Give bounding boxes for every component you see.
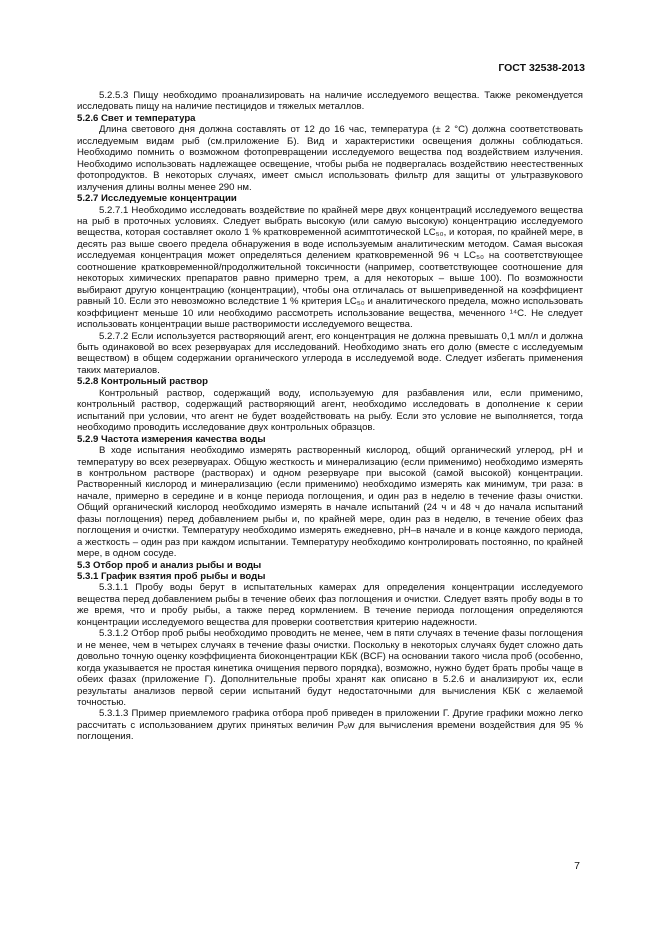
paragraph-5-3-1-2: 5.3.1.2 Отбор проб рыбы необходимо проводить не менее, чем в пяти случаях в течение фазы поглощения и не менее, чем в четырех случаях в течение фазы очистки. Поскольку в некоторых случаях будет сложно дать довольно точную оценку коэффициента биоконцентрации КБК (BCF) на основании такого числа проб (особенно, когда указывается не простая кинетика очищения первого порядка), возможно, нужно будет брать пробы чаще в обеих фазах (приложение Г). Дополнительные пробы хранят как описано в 5.2.6 и анализируют их, если результаты анализов первой серии испытаний будут недостаточными для вычисления КБК с желаемой точностью. xyxy=(77,628,583,709)
paragraph-5-2-7-1: 5.2.7.1 Необходимо исследовать воздействие по крайней мере двух концентраций исследуемого вещества на рыб в проточных условиях. Следует выбрать высокую (или самую высокую) концентрацию исследуемого вещества, которая составляет около 1 % кратковременной асимптотической LC₅₀, и которая, по крайней мере, в десять раз выше своего предела обнаружения в воде используемым аналитическим методом. Самая высокая исследуемая концентрация может определяться делением кратковременной 96 ч LC₅₀ на соответствующее соотношение кратковременной/продолжительной токсичности (например, соответствующее соотношение для некоторых химических препаратов равно примерно трем, а для некоторых – выше 100). По возможности выбирают другую концентрацию (концентрации), чтобы она отличалась от вышеприведенной на коэффициент равный 10. Если это невозможно вследствие 1 % критерия LC₅₀ и аналитического предела, можно использовать коэффициент меньше 10 или необходимо рассмотреть использование вещества, меченного ¹⁴С. Не следует использовать концентрации выше растворимости исследуемого вещества. xyxy=(77,204,583,331)
heading-5-3: 5.3 Отбор проб и анализ рыбы и воды xyxy=(77,559,262,571)
document-code: ГОСТ 32538-2013 xyxy=(498,62,585,74)
heading-5-2-6: 5.2.6 Свет и температура xyxy=(77,112,196,124)
heading-5-2-8: 5.2.8 Контрольный раствор xyxy=(77,376,208,388)
heading-5-3-1: 5.3.1 График взятия проб рыбы и воды xyxy=(77,571,266,583)
heading-5-2-7: 5.2.7 Исследуемые концентрации xyxy=(77,193,237,205)
document-body xyxy=(77,90,583,743)
paragraph-5-3-1-1: 5.3.1.1 Пробу воды берут в испытательных камерах для определения концентрации исследуемого вещества перед добавлением рыбы в течение обеих фаз поглощения и очистки. Следует взять пробу воды в то же время, что и пробу рыбы, а также перед кормлением. В течение периода поглощения определяются концентрации исследуемого вещества для проверки соответствия критерию надежности. xyxy=(77,582,583,628)
paragraph-5-2-5-3: 5.2.5.3 Пищу необходимо проанализировать на наличие исследуемого вещества. Также рекомендуется исследовать пищу на наличие пестицидов и тяжелых металлов. xyxy=(77,90,583,113)
paragraph-water-quality: В ходе испытания необходимо измерять растворенный кислород, общий органический углерод, pH и температуру во всех резервуарах. Общую жесткость и минерализацию (если применимо) необходимо измерять в контрольном растворе (растворах) и одном резервуаре при высокой (самой высокой) концентрации. Растворенный кислород и минерализацию (если применимо) необходимо измерять как минимум, три раза: в начале, примерно в середине и в конце периода поглощения, и один раз в неделю в течение фазы очистки. Общий органический кислород необходимо измерять в начале испытаний (24 ч и 48 ч до начала испытаний фазы поглощения) перед добавлением рыбы и, по крайней мере, один раз в неделю, в течение обеих фаз поглощения и очистки. Температуру необходимо измерять ежедневно, pH–в начале и в конце каждого периода, а жесткость – один раз при каждом испытании. Температуру необходимо контролировать постоянно, по крайней мере, в одном сосуде. xyxy=(77,445,583,560)
paragraph-control-solution: Контрольный раствор, содержащий воду, используемую для разбавления или, если применимо, контрольный раствор, содержащий растворяющий агент, необходимо исследовать в дополнение к серии испытаний при условии, что агент не будет воздействовать на рыбу. Если это условие не выполняется, тогда необходимо проводить исследование двух контрольных образцов. xyxy=(77,387,583,434)
paragraph-5-3-1-3: 5.3.1.3 Пример приемлемого графика отбора проб приведен в приложении Г. Другие графики можно легко рассчитать с использованием других принятых величин Pₒw для вычисления времени воздействия для 95 % поглощения. xyxy=(77,708,583,743)
page-number: 7 xyxy=(574,860,580,872)
paragraph-light-temperature: Длина светового дня должна составлять от 12 до 16 час, температура (± 2 °С) должна соответствовать исследуемым видам рыб (см.приложение Б). Вид и характеристики освещения должны соблюдаться. Необходимо помнить о возможном фотопревращении исследуемого вещества под воздействием излучения. Необходимо использовать надлежащее освещение, чтобы рыба не подвергалась воздействию неестественных фотопродуктов. В некоторых случаях, имеет смысл использовать фильтр для защиты от ультразвукового излучения длины волны менее 290 нм. xyxy=(77,124,583,193)
heading-5-2-9: 5.2.9 Частота измерения качества воды xyxy=(77,433,266,445)
paragraph-5-2-7-2: 5.2.7.2 Если используется растворяющий агент, его концентрация не должна превышать 0,1 мл/л и должна быть одинаковой во всех резервуарах для исследований. Необходимо знать его долю (вместе с исследуемым веществом) в общем содержании органического углерода в исследуемой воде. Следует избегать применения таких материалов. xyxy=(77,330,583,376)
